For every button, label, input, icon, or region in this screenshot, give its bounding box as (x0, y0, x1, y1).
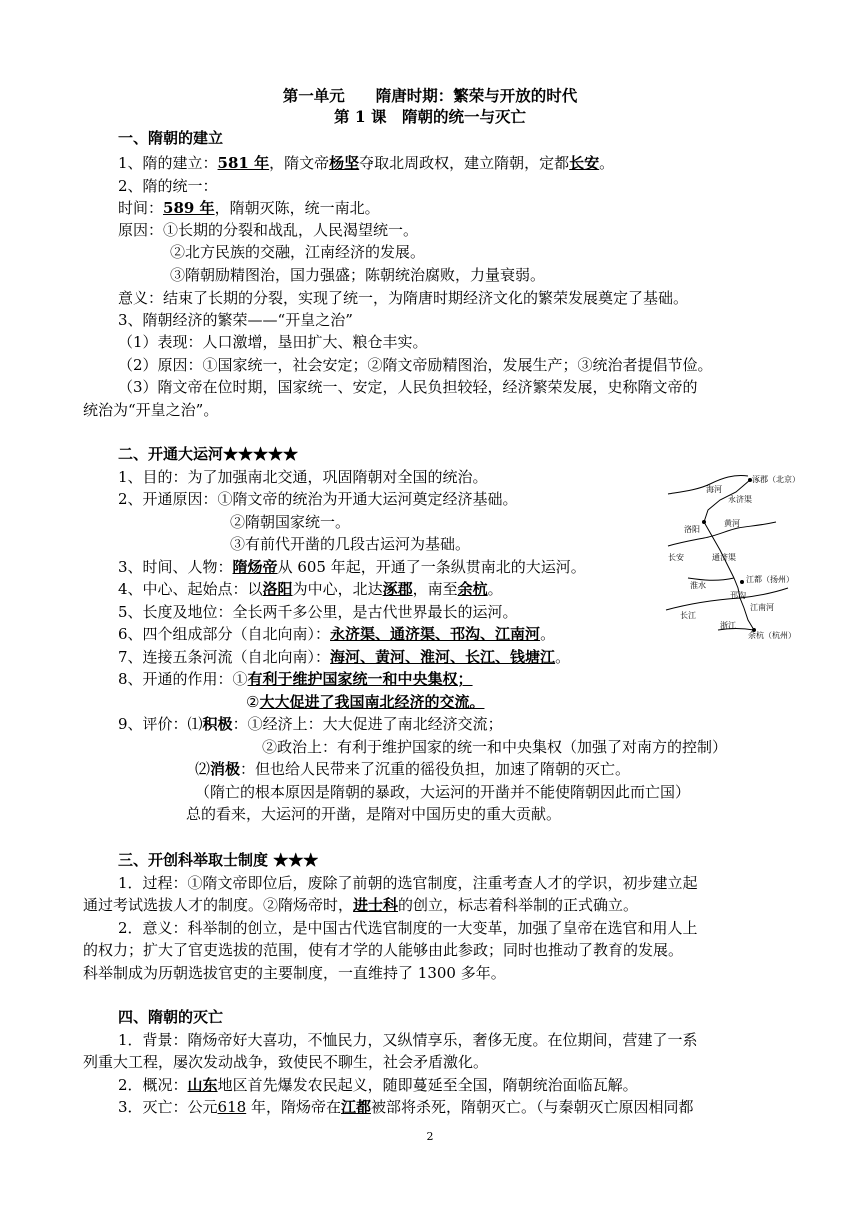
s4-line-4: 3．灭亡：公元618 年，隋炀帝在江都被部将杀死，隋朝灭亡。（与秦朝灭亡原因相同都 (118, 1098, 694, 1116)
page-number: 2 (426, 1130, 434, 1143)
s1-line-7: 意义：结束了长期的分裂，实现了统一，为隋唐时期经济文化的繁荣发展奠定了基础。 (118, 289, 689, 307)
map-label-changan: 长安 (668, 553, 684, 562)
s1-line-2: 2、隋的统一： (118, 177, 218, 195)
map-jiangdu-dot (740, 580, 744, 584)
s1-line-11: （3）隋文帝在位时期，国家统一、安定，人民负担较轻，经济繁荣发展，史称隋文帝的 (118, 378, 698, 396)
s2-line-7: 5、长度及地位：全长两千多公里，是古代世界最长的运河。 (118, 603, 518, 621)
s2-line-14: ⑵消极：但也给人民带来了沉重的徭役负担，加速了隋朝的灭亡。 (195, 760, 631, 778)
map-label-hangou: 邗沟 (730, 591, 746, 600)
s2-line-12: 9、评价：⑴积极：①经济上：大大促进了南北经济交流； (118, 715, 503, 733)
s4-line-2: 列重大工程，屡次发动战争，致使民不聊生，社会矛盾激化。 (83, 1053, 489, 1071)
map-label-changjiang: 长江 (680, 611, 696, 620)
s1-line-6: ③隋朝励精图治，国力强盛；陈朝统治腐败，力量衰弱。 (170, 266, 546, 284)
map-label-luoyang: 洛阳 (684, 525, 700, 534)
grand-canal-map (658, 470, 818, 640)
s1-line-1: 1、隋的建立：581 年，隋文帝杨坚夺取北周政权，建立隋朝，定都长安。 (118, 154, 615, 172)
s2-line-15: （隋亡的根本原因是隋朝的暴政，大运河的开凿并不能使隋朝因此而亡国） (195, 783, 691, 801)
s2-line-8: 6、四个组成部分（自北向南）：永济渠、通济渠、邗沟、江南河。 (118, 625, 556, 643)
map-label-huaishui: 淮水 (690, 581, 706, 590)
s2-line-3: ②隋朝国家统一。 (230, 513, 351, 531)
map-label-tongji: 通济渠 (712, 553, 736, 562)
map-label-huanghe: 黄河 (724, 519, 740, 528)
s3-line-5: 科举制成为历朝选拔官吏的主要制度，一直维持了 1300 多年。 (83, 964, 506, 982)
map-label-jiangdu: 江都（扬州） (746, 575, 794, 584)
s3-line-1: 1．过程：①隋文帝即位后，废除了前朝的选官制度，注重考查人才的学识，初步建立起 (118, 874, 698, 892)
s1-line-10: （2）原因：①国家统一，社会安定；②隋文帝励精图治，发展生产；③统治者提倡节俭。 (118, 356, 713, 374)
s2-line-10: 8、开通的作用：①有利于维护国家统一和中央集权； (118, 670, 473, 688)
s3-line-2: 通过考试选拔人才的制度。②隋炀帝时，进士科的创立，标志着科举制的正式确立。 (83, 896, 639, 914)
map-label-jiangnanhe: 江南河 (750, 603, 774, 612)
section-heading-2: 二、开通大运河★★★★★ (118, 445, 299, 463)
s1-line-8: 3、隋朝经济的繁荣——“开皇之治” (118, 311, 353, 329)
s2-line-4: ③有前代开凿的几段古运河为基础。 (230, 535, 471, 553)
s2-line-6: 4、中心、起始点：以洛阳为中心，北达涿郡，南至余杭。 (118, 580, 503, 598)
section-heading-4: 四、隋朝的灭亡 (118, 1008, 224, 1026)
s1-line-9: （1）表现：人口激增，垦田扩大、粮仓丰实。 (118, 333, 428, 351)
s2-line-11: ②大大促进了我国南北经济的交流。 (246, 693, 485, 711)
map-luoyang-dot (702, 520, 706, 524)
map-huai-river-line (688, 578, 734, 580)
s1-line-4: 原因：①长期的分裂和战乱，人民渴望统一。 (118, 221, 419, 239)
s2-line-5: 3、时间、人物：隋炀帝从 605 年起，开通了一条纵贯南北的大运河。 (118, 558, 586, 576)
s1-line-12: 统治为“开皇之治”。 (83, 401, 219, 419)
section-heading-1: 一、隋朝的建立 (118, 129, 224, 147)
s1-line-5: ②北方民族的交融，江南经济的发展。 (170, 243, 426, 261)
lesson-title: 第 1 课 隋朝的统一与灭亡 (333, 107, 527, 126)
s2-line-9: 7、连接五条河流（自北向南）：海河、黄河、淮河、长江、钱塘江。 (118, 648, 571, 666)
s2-line-16: 总的看来，大运河的开凿，是隋对中国历史的重大贡献。 (186, 805, 562, 823)
s2-line-2: 2、开通原因：①隋文帝的统治为开通大运河奠定经济基础。 (118, 490, 518, 508)
s2-line-1: 1、目的：为了加强南北交通，巩固隋朝对全国的统治。 (118, 468, 488, 486)
s1-line-3: 时间：589 年，隋朝灭陈，统一南北。 (118, 199, 380, 217)
s3-line-4: 的权力；扩大了官吏选拔的范围，使有才学的人能够由此参政；同时也推动了教育的发展。 (83, 941, 684, 959)
s2-line-13: ②政治上：有利于维护国家的统一和中央集权（加强了对南方的控制） (262, 738, 728, 756)
s4-line-3: 2．概况：山东地区首先爆发农民起义，随即蔓延至全国，隋朝统治面临瓦解。 (118, 1076, 638, 1094)
map-label-yuhang: 余杭（杭州） (748, 631, 796, 640)
map-label-haihe: 海河 (706, 485, 722, 494)
map-label-zhuojun: 涿郡（北京） (752, 475, 800, 484)
map-label-yongji: 永济渠 (728, 495, 752, 504)
s4-line-1: 1．背景：隋炀帝好大喜功，不恤民力，又纵情享乐，奢侈无度。在位期间，营建了一系 (118, 1031, 698, 1049)
section-heading-3: 三、开创科举取士制度 ★★★ (118, 851, 319, 869)
s3-line-3: 2．意义：科举制的创立，是中国古代选官制度的一大变革，加强了皇帝在选官和用人上 (118, 919, 698, 937)
unit-title: 第一单元 隋唐时期：繁荣与开放的时代 (282, 86, 578, 105)
map-label-zhejiang: 浙江 (720, 621, 736, 630)
